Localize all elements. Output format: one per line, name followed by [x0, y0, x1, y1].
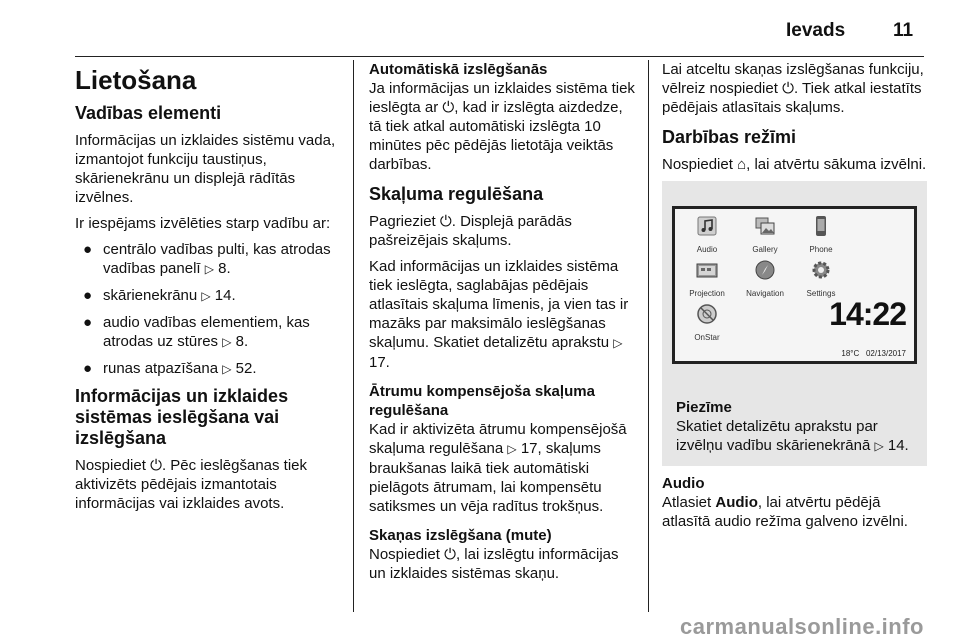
audio-paragraph: Atlasiet Audio, lai atvērtu pēdējā atlasītā audio režīma galveno izvēlni. — [662, 494, 908, 530]
page-reference[interactable]: 14. — [214, 287, 236, 304]
gallery-app[interactable]: Gallery — [737, 215, 793, 259]
speed-volume-heading: Ātrumu kompensējoša skaļuma regulēšana — [369, 383, 595, 419]
onstar-app[interactable]: OnStar — [679, 303, 735, 347]
phone-icon — [810, 215, 832, 237]
volume-heading: Skaļuma regulēšana — [369, 184, 544, 204]
power-heading: Informācijas un izklaides sistēmas ieslēgšana vai izslēgšana — [75, 386, 289, 448]
section-title: Ievads — [786, 20, 846, 41]
note-text: Skatiet detalizētu aprakstu par izvēlņu vadību skārienekrānā ▷ 14. — [676, 418, 909, 454]
note-title: Piezīme — [676, 399, 732, 416]
home-screen-figure — [662, 181, 927, 390]
column-1 — [75, 60, 337, 520]
gallery-icon — [754, 215, 776, 237]
settings-app[interactable]: Settings — [793, 259, 849, 303]
header-divider — [75, 56, 924, 57]
page-reference[interactable]: 8. — [235, 333, 249, 350]
clock-time: 14:22 — [829, 296, 906, 332]
page-reference-arrow-icon: ▷ — [874, 439, 884, 453]
mute-heading: Skaņas izslēgšana (mute) — [369, 527, 552, 544]
watermark: carmanualsonline.info — [680, 614, 924, 639]
clock-details — [841, 344, 906, 363]
projection-icon — [696, 259, 718, 281]
controls-heading: Vadības elementi — [75, 103, 222, 123]
controls-paragraph: Informācijas un izklaides sistēmu vada, izmantojot funkciju taustiņus, skārienekrānu un displejā rādītās izvēlnes. — [75, 132, 336, 206]
music-note-icon — [696, 215, 718, 237]
column-divider-1 — [353, 60, 354, 612]
page-reference[interactable]: 14. — [887, 437, 909, 454]
power-icon: ⏻ — [150, 457, 162, 474]
page-reference-arrow-icon: ▷ — [204, 262, 214, 276]
list-item: ● skārienekrānu ▷ 14. — [83, 287, 236, 304]
control-options-list — [75, 240, 337, 379]
home-screen — [672, 206, 917, 364]
page-reference-arrow-icon: ▷ — [613, 336, 623, 350]
page-number: 11 — [893, 20, 914, 41]
list-item: ● centrālo vadības pulti, kas atrodas vadības panelī ▷ 8. — [83, 241, 331, 277]
volume-paragraph-2: Kad informācijas un izklaides sistēma tiek ieslēgta, saglabājas pēdējais atlasītais skaļuma līmenis, ja vien tas ir mazāks par maksimālo ieslēgšanas skaļumu. Skatiet detalizētu aprakstu ▷ 17. — [369, 258, 629, 371]
auto-off-heading: Automātiskā izslēgšanās — [369, 61, 548, 78]
home-icon: ⌂ — [737, 156, 747, 173]
compass-icon — [754, 259, 776, 281]
list-item: ● runas atpazīšana ▷ 52. — [83, 360, 257, 377]
page-reference-arrow-icon: ▷ — [222, 335, 232, 349]
power-icon: ⏻ — [439, 213, 452, 230]
projection-app[interactable]: Projection — [679, 259, 735, 303]
home-paragraph: Nospiediet ⌂, lai atvērtu sākuma izvēlni. — [662, 156, 927, 173]
gear-icon — [810, 259, 832, 281]
power-icon: ⏻ — [442, 99, 455, 116]
page-reference-arrow-icon: ▷ — [507, 442, 517, 456]
power-icon: ⏻ — [444, 546, 456, 563]
note-box — [662, 390, 927, 466]
navigation-app[interactable]: Navigation — [737, 259, 793, 303]
auto-off-paragraph: Ja informācijas un izklaides sistēma tiek ieslēgta ar ⏻, kad ir izslēgta aizdedze, tā tiek atkal automātiski izslēgta 10 minūtes pēc pēdējās lietotāja veiktās darbības. — [369, 80, 635, 173]
column-3 — [662, 60, 930, 538]
audio-app[interactable]: Audio — [679, 215, 735, 259]
page-reference[interactable]: 17 — [520, 440, 538, 457]
column-divider-2 — [648, 60, 649, 612]
control-options-intro: Ir iespējams izvēlēties starp vadību ar: — [75, 215, 331, 232]
column-2 — [369, 60, 635, 590]
modes-heading: Darbības režīmi — [662, 127, 797, 147]
chapter-heading: Lietošana — [75, 65, 197, 95]
page-reference-arrow-icon: ▷ — [201, 289, 211, 303]
list-item: ● audio vadības elementiem, kas atrodas uz stūres ▷ 8. — [83, 314, 310, 350]
power-paragraph: Nospiediet ⏻. Pēc ieslēgšanas tiek aktivizēts pēdējais izmantotais informācijas vai izklaides avots. — [75, 457, 308, 512]
temperature: 18°C — [841, 349, 860, 358]
power-icon: ⏻ — [782, 80, 794, 97]
volume-paragraph-1: Pagrieziet ⏻. Displejā parādās pašreizējais skaļums. — [369, 213, 572, 249]
date: 02/13/2017 — [865, 349, 906, 358]
unmute-paragraph: Lai atceltu skaņas izslēgšanas funkciju, vēlreiz nospiediet ⏻. Tiek atkal iestatīts pēdējais atlasītais skaļums. — [662, 61, 924, 116]
speed-volume-paragraph: Kad ir aktivizēta ātrumu kompensējošā skaļuma regulēšana ▷ 17, skaļums braukšanas laikā tiek automātiski pielāgots ātrumam, lai kompensētu satiksmes un vēja radītus trokšņus. — [369, 421, 627, 515]
audio-heading: Audio — [662, 475, 705, 492]
onstar-icon — [696, 303, 718, 325]
phone-app[interactable]: Phone — [793, 215, 849, 259]
page-reference[interactable]: 17. — [369, 354, 390, 371]
page-reference[interactable]: 8. — [218, 260, 231, 277]
mute-paragraph: Nospiediet ⏻, lai izslēgtu informācijas un izklaides sistēmas skaņu. — [369, 546, 619, 582]
page-reference[interactable]: 52. — [235, 360, 257, 377]
page-reference-arrow-icon: ▷ — [222, 362, 232, 376]
